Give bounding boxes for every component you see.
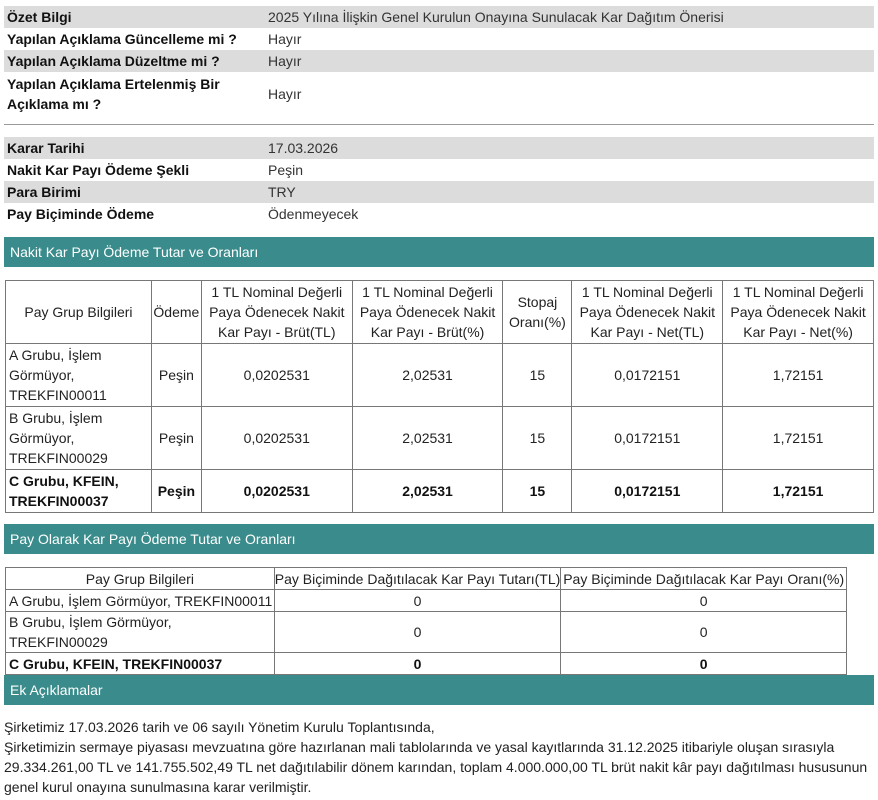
summary-label: Yapılan Açıklama Ertelenmiş Bir Açıklama mı ? bbox=[7, 76, 220, 112]
withholding-cell: 15 bbox=[503, 470, 572, 513]
withholding-cell: 15 bbox=[503, 344, 572, 407]
notes-section-title: Ek Açıklamalar bbox=[4, 675, 874, 705]
summary-label: Özet Bilgi bbox=[4, 6, 265, 28]
column-header: 1 TL Nominal Değerli Paya Ödenecek Nakit Kar Payı - Net(%) bbox=[723, 281, 874, 344]
gross-pct-cell: 2,02531 bbox=[352, 407, 503, 470]
table-row bbox=[6, 407, 874, 470]
decision-label: Nakit Kar Payı Ödeme Şekli bbox=[7, 162, 190, 178]
table-header-row bbox=[6, 281, 874, 344]
group-cell: B Grubu, İşlem Görmüyor, TREKFIN00029 bbox=[6, 407, 152, 470]
table-row bbox=[6, 344, 874, 407]
summary-label: Yapılan Açıklama Güncelleme mi ? bbox=[7, 31, 237, 47]
net-pct-cell: 1,72151 bbox=[723, 407, 874, 470]
summary-row bbox=[4, 28, 874, 50]
decision-label: Karar Tarihi bbox=[4, 137, 265, 159]
ratio-cell: 0 bbox=[561, 653, 847, 675]
column-header: Pay Grup Bilgileri bbox=[6, 568, 275, 590]
table-row bbox=[6, 470, 874, 513]
summary-value: 2025 Yılına İlişkin Genel Kurulun Onayına Sunulacak Kar Dağıtım Önerisi bbox=[265, 6, 874, 28]
summary-value: Hayır bbox=[265, 50, 874, 72]
column-header: Stopaj Oranı(%) bbox=[503, 281, 572, 344]
table-row bbox=[6, 590, 847, 612]
cash-dividend-table bbox=[5, 280, 874, 513]
decision-label: Pay Biçiminde Ödeme bbox=[7, 206, 155, 222]
summary-row bbox=[4, 72, 874, 116]
table-row bbox=[6, 653, 847, 675]
share-dividend-table bbox=[5, 567, 847, 675]
summary-value: Hayır bbox=[268, 31, 302, 47]
net-tl-cell: 0,0172151 bbox=[572, 470, 723, 513]
group-cell: A Grubu, İşlem Görmüyor, TREKFIN00011 bbox=[6, 590, 275, 612]
amount-cell: 0 bbox=[274, 590, 561, 612]
column-header: 1 TL Nominal Değerli Paya Ödenecek Nakit Kar Payı - Brüt(TL) bbox=[201, 281, 352, 344]
amount-cell: 0 bbox=[274, 653, 561, 675]
column-header: Pay Biçiminde Dağıtılacak Kar Payı Tutarı(TL) bbox=[274, 568, 561, 590]
withholding-cell: 15 bbox=[503, 407, 572, 470]
column-header: 1 TL Nominal Değerli Paya Ödenecek Nakit Kar Payı - Brüt(%) bbox=[352, 281, 503, 344]
summary-table bbox=[4, 6, 874, 116]
net-tl-cell: 0,0172151 bbox=[572, 407, 723, 470]
summary-row bbox=[4, 50, 874, 72]
ratio-cell: 0 bbox=[561, 612, 847, 653]
column-header: 1 TL Nominal Değerli Paya Ödenecek Nakit Kar Payı - Net(TL) bbox=[572, 281, 723, 344]
decision-table bbox=[4, 137, 874, 225]
summary-value: Hayır bbox=[268, 86, 302, 102]
amount-cell: 0 bbox=[274, 612, 561, 653]
summary-row bbox=[4, 6, 874, 28]
payment-cell: Peşin bbox=[151, 344, 201, 407]
gross-tl-cell: 0,0202531 bbox=[201, 407, 352, 470]
column-header: Pay Biçiminde Dağıtılacak Kar Payı Oranı(%) bbox=[561, 568, 847, 590]
decision-label: Para Birimi bbox=[4, 181, 265, 203]
column-header: Ödeme bbox=[151, 281, 201, 344]
decision-row bbox=[4, 159, 874, 181]
payment-cell: Peşin bbox=[151, 407, 201, 470]
share-dividend-section-title: Pay Olarak Kar Payı Ödeme Tutar ve Oranları bbox=[4, 524, 874, 554]
table-row bbox=[6, 612, 847, 653]
notes-paragraph: Şirketimizin sermaye piyasası mevzuatına göre hazırlanan mali tablolarında ve yasal kayıtlarında 31.12.2025 itibariyle oluşan sırasıyla 29.334.261,00 TL ve 141.755.502,49 TL net dağıtılabilir dönem karından, toplam 4.000.000,00 TL brüt nakit kâr payı dağıtılması hususunun genel kurul onayına sunulmasına karar verilmiştir. bbox=[4, 739, 868, 795]
decision-value: TRY bbox=[265, 181, 874, 203]
net-tl-cell: 0,0172151 bbox=[572, 344, 723, 407]
net-pct-cell: 1,72151 bbox=[723, 344, 874, 407]
decision-value: 17.03.2026 bbox=[265, 137, 874, 159]
column-header: Pay Grup Bilgileri bbox=[6, 281, 152, 344]
summary-label: Yapılan Açıklama Düzeltme mi ? bbox=[4, 50, 265, 72]
decision-row bbox=[4, 203, 874, 225]
gross-tl-cell: 0,0202531 bbox=[201, 470, 352, 513]
notes-line: Şirketimiz 17.03.2026 tarih ve 06 sayılı Yönetim Kurulu Toplantısında, bbox=[4, 719, 435, 735]
decision-value: Ödenmeyecek bbox=[268, 206, 359, 222]
group-cell: A Grubu, İşlem Görmüyor, TREKFIN00011 bbox=[6, 344, 152, 407]
group-cell: B Grubu, İşlem Görmüyor, TREKFIN00029 bbox=[6, 612, 275, 653]
gross-pct-cell: 2,02531 bbox=[352, 344, 503, 407]
gross-tl-cell: 0,0202531 bbox=[201, 344, 352, 407]
group-cell: C Grubu, KFEIN, TREKFIN00037 bbox=[6, 470, 152, 513]
gross-pct-cell: 2,02531 bbox=[352, 470, 503, 513]
cash-dividend-section-title: Nakit Kar Payı Ödeme Tutar ve Oranları bbox=[4, 237, 874, 267]
decision-row bbox=[4, 181, 874, 203]
notes-text bbox=[4, 717, 876, 797]
table-header-row bbox=[6, 568, 847, 590]
section-divider bbox=[4, 124, 874, 125]
ratio-cell: 0 bbox=[561, 590, 847, 612]
net-pct-cell: 1,72151 bbox=[723, 470, 874, 513]
group-cell: C Grubu, KFEIN, TREKFIN00037 bbox=[6, 653, 275, 675]
payment-cell: Peşin bbox=[151, 470, 201, 513]
decision-value: Peşin bbox=[268, 162, 304, 178]
decision-row bbox=[4, 137, 874, 159]
